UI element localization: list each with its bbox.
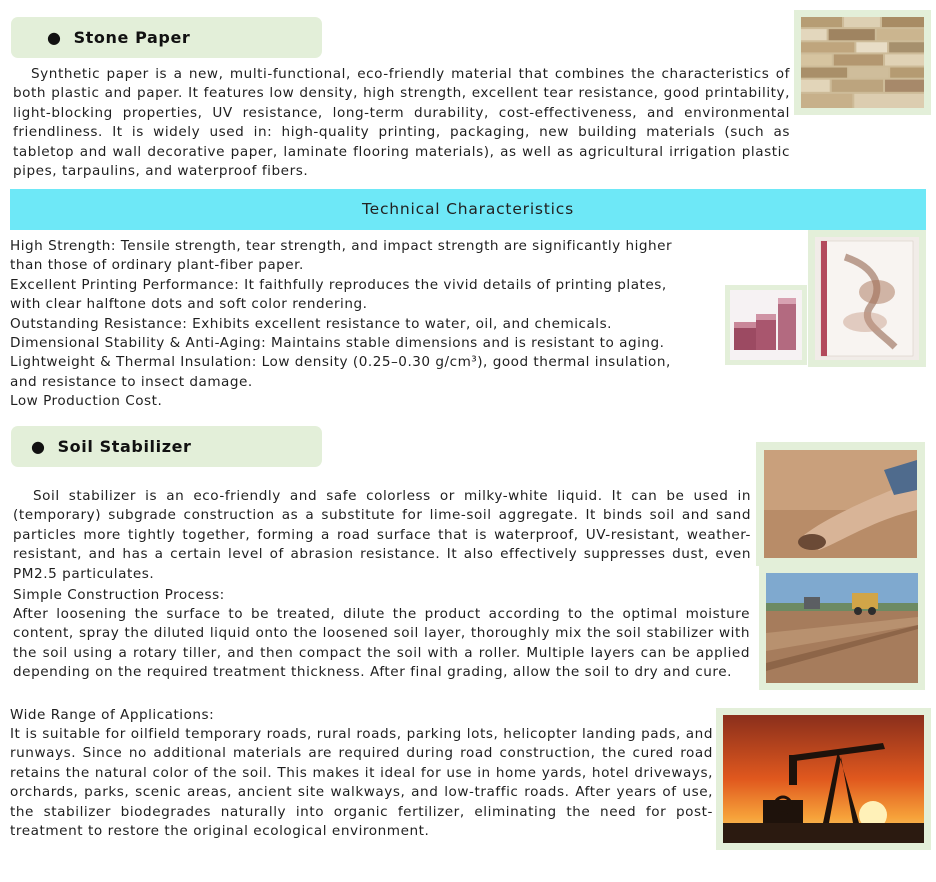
book-cover-image xyxy=(808,230,926,367)
tech-line: Excellent Printing Performance: It faithfully reproduces the vivid details of printing plates, xyxy=(10,276,667,293)
technical-characteristics-banner: Technical Characteristics xyxy=(10,189,926,230)
tech-line: with clear halftone dots and soft color rendering. xyxy=(10,296,368,313)
tech-line: Low Production Cost. xyxy=(10,393,163,410)
bullet-dot-icon: ● xyxy=(47,28,62,47)
construction-process-title: Simple Construction Process: xyxy=(13,587,225,603)
hand-soil-image xyxy=(756,442,925,566)
oil-pumpjack-sunset-image xyxy=(716,708,931,850)
stone-paper-heading xyxy=(11,17,322,58)
stone-paper-description: Synthetic paper is a new, multi-functional, eco-friendly material that combines the characteristics of both plastic and paper. It features low density, high strength, excellent tear resistance, good printability, light-blocking properties, UV resistance, long-term durability, cost-effectiveness, and environmental friendliness. It is widely used in: high-quality printing, packaging, new building materials (such as tabletop and wall decorative paper, laminate flooring materials), as well as agricultural irrigation plastic pipes, tarpaulins, and waterproof fibers. xyxy=(13,66,790,180)
tech-line: High Strength: Tensile strength, tear strength, and impact strength are significantly higher xyxy=(10,238,673,254)
technical-characteristics-list xyxy=(10,237,722,412)
tech-line: than those of ordinary plant-fiber paper. xyxy=(10,257,304,274)
road-construction-image xyxy=(759,566,925,690)
packaging-boxes-image xyxy=(725,285,807,365)
tech-line: Lightweight & Thermal Insulation: Low density (0.25–0.30 g/cm³), good thermal insulation, xyxy=(10,354,671,371)
applications-title: Wide Range of Applications: xyxy=(10,707,215,723)
applications-description: It is suitable for oilfield temporary roads, rural roads, parking lots, helicopter landing pads, and runways. Since no additional materials are required during road construction, the cured road retains the natural color of the soil. This makes it ideal for use in home yards, hotel driveways, orchards, parks, scenic areas, ancient site walkways, and low-traffic roads. After years of use, the stabilizer biodegrades naturally into organic fertilizer, eliminating the need for post-treatment to restore the original ecological environment. xyxy=(10,726,713,840)
tech-line: Dimensional Stability & Anti-Aging: Maintains stable dimensions and is resistant to aging. xyxy=(10,335,665,352)
soil-stabilizer-title: Soil Stabilizer xyxy=(57,437,192,456)
construction-process-description: After loosening the surface to be treated, dilute the product according to the optimal moisture content, spray the diluted liquid onto the loosened soil layer, thoroughly mix the soil stabilizer with the soil using a rotary tiller, and then compact the soil with a roller. Multiple layers can be applied depending on the required treatment thickness. After final grading, allow the soil to dry and cure. xyxy=(13,606,750,681)
stone-paper-title: Stone Paper xyxy=(73,28,191,47)
bullet-dot-icon: ● xyxy=(31,437,46,456)
tech-line: Outstanding Resistance: Exhibits excellent resistance to water, oil, and chemicals. xyxy=(10,315,612,332)
soil-stabilizer-description: Soil stabilizer is an eco-friendly and safe colorless or milky-white liquid. It can be used in (temporary) subgrade construction as a substitute for lime-soil aggregate. It binds soil and sand particles more tightly together, forming a road surface that is waterproof, UV-resistant, weather-resistant, and has a certain level of abrasion resistance. It also effectively suppresses dust, even PM2.5 particulates. xyxy=(13,488,751,582)
soil-stabilizer-heading xyxy=(11,426,322,467)
stone-texture-image xyxy=(794,10,931,115)
tech-line: and resistance to insect damage. xyxy=(10,373,253,390)
